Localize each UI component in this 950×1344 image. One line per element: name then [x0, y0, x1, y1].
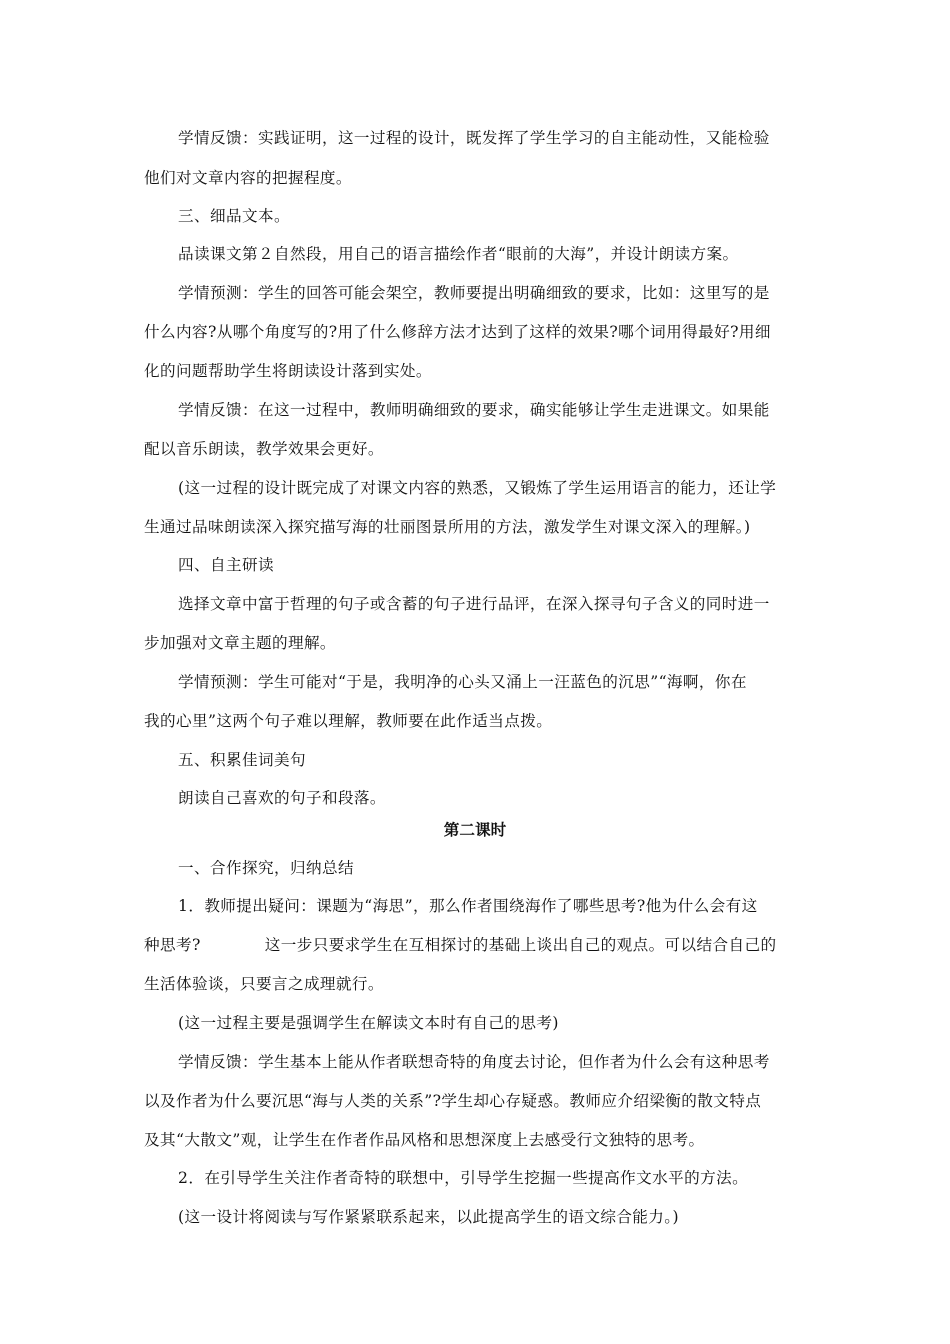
paragraph-line: 步加强对文章主题的理解。 — [144, 634, 336, 652]
paragraph-line: (这一设计将阅读与写作紧紧联系起来，以此提高学生的语文综合能力。) — [178, 1208, 679, 1226]
paragraph-line: 化的问题帮助学生将朗读设计落到实处。 — [144, 362, 432, 380]
paragraph-line: 学情预测：学生可能对“于是，我明净的心头又涌上一汪蓝色的沉思”“海啊，你在 — [178, 673, 747, 691]
paragraph-line: (这一过程主要是强调学生在解读文本时有自己的思考) — [178, 1014, 559, 1032]
paragraph-line: 种思考? 这一步只要求学生在互相探讨的基础上谈出自己的观点。可以结合自己的 — [144, 936, 777, 954]
paragraph-line: (这一过程的设计既完成了对课文内容的熟悉，又锻炼了学生运用语言的能力，还让学 — [178, 479, 777, 497]
paragraph-line: 朗读自己喜欢的句子和段落。 — [178, 789, 386, 807]
paragraph-line: 配以音乐朗读，教学效果会更好。 — [144, 440, 384, 458]
lesson-title: 第二课时 — [443, 821, 507, 839]
paragraph-line: 学情反馈：实践证明，这一过程的设计，既发挥了学生学习的自主能动性，又能检验 — [178, 129, 770, 147]
section-heading: 一、合作探究，归纳总结 — [178, 859, 354, 877]
paragraph-line: 及其“大散文”观，让学生在作者作品风格和思想深度上去感受行文独特的思考。 — [144, 1131, 705, 1149]
section-heading: 三、细品文本。 — [178, 207, 290, 225]
paragraph-line: 学情反馈：在这一过程中，教师明确细致的要求，确实能够让学生走进课文。如果能 — [178, 401, 770, 419]
paragraph-line: 什么内容?从哪个角度写的?用了什么修辞方法才达到了这样的效果?哪个词用得最好?用细 — [144, 323, 771, 341]
paragraph-line: 选择文章中富于哲理的句子或含蓄的句子进行品评，在深入探寻句子含义的同时进一 — [178, 595, 770, 613]
section-heading: 五、积累佳词美句 — [178, 751, 306, 769]
paragraph-line: 生通过品味朗读深入探究描写海的壮丽图景所用的方法，激发学生对课文深入的理解。) — [144, 518, 751, 536]
paragraph-line: 我的心里”这两个句子难以理解，教师要在此作适当点拨。 — [144, 712, 553, 730]
paragraph-line: 以及作者为什么要沉思“海与人类的关系”?学生却心存疑惑。教师应介绍梁衡的散文特点 — [144, 1092, 762, 1110]
paragraph-line: 2．在引导学生关注作者奇特的联想中，引导学生挖掘一些提高作文水平的方法。 — [178, 1169, 749, 1187]
paragraph-line: 学情反馈：学生基本上能从作者联想奇特的角度去讨论，但作者为什么会有这种思考 — [178, 1053, 770, 1071]
paragraph-line: 品读课文第２自然段，用自己的语言描绘作者“眼前的大海”，并设计朗读方案。 — [178, 245, 739, 263]
section-heading: 四、自主研读 — [178, 556, 274, 574]
paragraph-line: 生活体验谈，只要言之成理就行。 — [144, 975, 384, 993]
paragraph-line: 学情预测：学生的回答可能会架空，教师要提出明确细致的要求，比如：这里写的是 — [178, 284, 770, 302]
paragraph-line: 他们对文章内容的把握程度。 — [144, 169, 352, 187]
paragraph-line: 1．教师提出疑问：课题为“海思”，那么作者围绕海作了哪些思考?他为什么会有这 — [178, 897, 758, 915]
